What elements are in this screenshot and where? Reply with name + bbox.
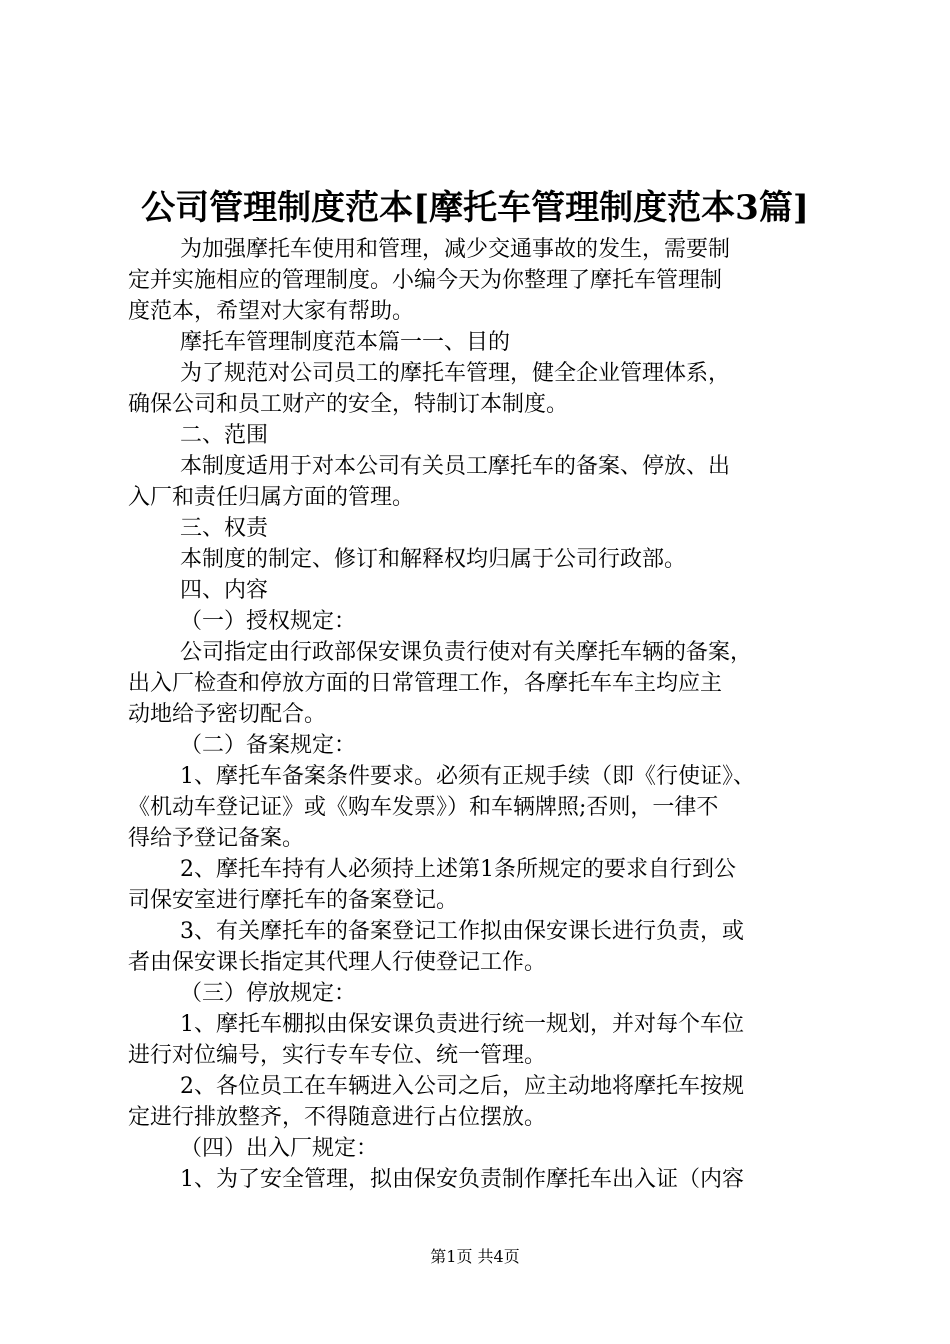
paragraph-line: 二、范围 <box>180 423 269 448</box>
paragraph-line: 为加强摩托车使用和管理，减少交通事故的发生，需要制 <box>180 237 731 262</box>
paragraph-line: 本制度的制定、修订和解释权均归属于公司行政部。 <box>180 547 687 572</box>
paragraph-line: 司保安室进行摩托车的备案登记。 <box>128 888 459 913</box>
paragraph-line: （二）备案规定： <box>180 733 357 758</box>
paragraph-line: 公司指定由行政部保安课负责行使对有关摩托车辆的备案， <box>180 640 753 665</box>
paragraph-line: 入厂和责任归属方面的管理。 <box>128 485 415 510</box>
paragraph-line: 2、摩托车持有人必须持上述第1条所规定的要求自行到公 <box>180 857 736 882</box>
paragraph-line: 1、摩托车棚拟由保安课负责进行统一规划，并对每个车位 <box>180 1012 744 1037</box>
paragraph-line: 四、内容 <box>180 578 269 603</box>
paragraph-line: 动地给予密切配合。 <box>128 702 327 727</box>
paragraph-line: 进行对位编号，实行专车专位、统一管理。 <box>128 1043 547 1068</box>
paragraph-line: （三）停放规定： <box>180 981 357 1006</box>
paragraph-line: 3、有关摩托车的备案登记工作拟由保安课长进行负责，或 <box>180 919 744 944</box>
document-title: 公司管理制度范本[摩托车管理制度范本3篇] <box>141 188 809 228</box>
paragraph-line: 者由保安课长指定其代理人行使登记工作。 <box>128 950 547 975</box>
paragraph-line: 为了规范对公司员工的摩托车管理，健全企业管理体系， <box>180 361 731 386</box>
paragraph-line: 出入厂检查和停放方面的日常管理工作，各摩托车车主均应主 <box>128 671 723 696</box>
paragraph-line: 度范本，希望对大家有帮助。 <box>128 299 415 324</box>
page-footer: 第1页 共4页 <box>430 1247 520 1266</box>
paragraph-line: 摩托车管理制度范本篇一一、目的 <box>180 330 511 355</box>
paragraph-line: 本制度适用于对本公司有关员工摩托车的备案、停放、出 <box>180 454 731 479</box>
paragraph-line: 得给予登记备案。 <box>128 826 305 851</box>
paragraph-line: 定并实施相应的管理制度。小编今天为你整理了摩托车管理制 <box>128 268 723 293</box>
paragraph-line: （四）出入厂规定： <box>180 1136 379 1161</box>
paragraph-line: 定进行排放整齐，不得随意进行占位摆放。 <box>128 1105 547 1130</box>
paragraph-line: 三、权责 <box>180 516 269 541</box>
paragraph-line: 《机动车登记证》或《购车发票》）和车辆牌照;否则，一律不 <box>128 795 719 820</box>
paragraph-line: （一）授权规定： <box>180 609 357 634</box>
document-body <box>128 234 832 1195</box>
paragraph-line: 1、摩托车备案条件要求。必须有正规手续（即《行使证》、 <box>180 764 755 789</box>
paragraph-line: 确保公司和员工财产的安全，特制订本制度。 <box>128 392 569 417</box>
paragraph-line: 2、各位员工在车辆进入公司之后，应主动地将摩托车按规 <box>180 1074 744 1099</box>
paragraph-line: 1、为了安全管理，拟由保安负责制作摩托车出入证（内容 <box>180 1167 744 1192</box>
